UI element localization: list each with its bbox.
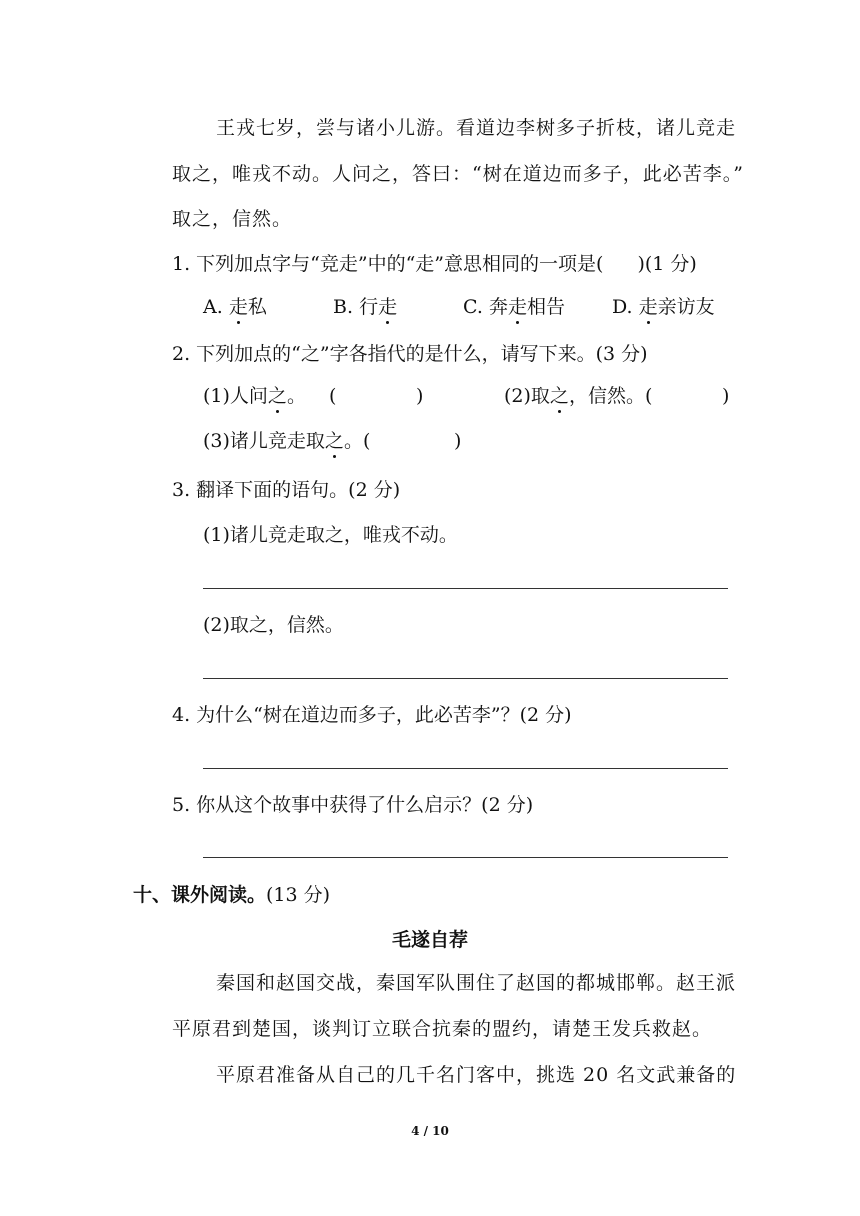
- option-a-label: A.: [203, 296, 223, 318]
- question-2-item-2-answer-blank[interactable]: [647, 383, 719, 409]
- option-d-dotted-char: 走: [638, 296, 658, 318]
- question-2-item-3: [203, 428, 370, 454]
- item-3-post: 。(: [343, 430, 371, 452]
- question-2-item-2: [504, 383, 652, 409]
- passage-line-2: 取之，唯戎不动。人问之，答曰：“树在道边而多子，此必苦李。”: [172, 163, 744, 185]
- item-1-post: 。: [286, 385, 306, 407]
- passage-line-3: 取之，信然。: [172, 208, 293, 230]
- question-1-option-b[interactable]: [333, 294, 397, 320]
- question-1-option-d[interactable]: [612, 294, 715, 320]
- reading-para-1-line-2: 平原君到楚国，谈判订立联合抗秦的盟约，请楚王发兵救赵。: [172, 1018, 713, 1040]
- option-c-label: C.: [463, 296, 483, 318]
- option-b-label: B.: [333, 296, 354, 318]
- option-a-rest: 私: [247, 296, 267, 318]
- question-2-item-1: [203, 383, 306, 409]
- item-2-pre: (2)取: [504, 385, 550, 407]
- question-2-stem: 2. 下列加点的“之”字各指代的是什么，请写下来。(3 分): [172, 343, 648, 365]
- question-5-stem: 5. 你从这个故事中获得了什么启示？(2 分): [172, 794, 534, 816]
- passage-line-1: 王戎七岁，尝与诸小儿游。看道边李树多子折枝，诸儿竞走: [216, 117, 737, 139]
- reading-title: 毛遂自荐: [391, 929, 468, 951]
- question-4-stem: 4. 为什么“树在道边而多子，此必苦李”？(2 分): [172, 704, 572, 726]
- option-a-dotted-char: 走: [228, 296, 248, 318]
- reading-para-2-line-1: 平原君准备从自己的几千名门客中，挑选 20 名文武兼备的: [216, 1064, 737, 1086]
- question-1-stem-post: )(1 分): [637, 253, 697, 275]
- question-1-stem-pre: 1. 下列加点字与“竞走”中的“走”意思相同的一项是(: [172, 253, 604, 275]
- item-3-dotted-char: 之: [324, 430, 344, 452]
- question-2-item-2-paren-close: ): [722, 385, 730, 407]
- item-2-dotted-char: 之: [549, 385, 569, 407]
- item-1-dotted-char: 之: [267, 385, 287, 407]
- reading-para-1-line-1: 秦国和赵国交战，秦国军队围住了赵国的都城邯郸。赵王派: [216, 972, 737, 994]
- item-3-pre: (3)诸儿竞走取: [203, 430, 325, 452]
- question-3-sub-1-answer-line[interactable]: [203, 588, 728, 589]
- question-3-sub-1: (1)诸儿竞走取之，唯戎不动。: [203, 524, 458, 546]
- question-2-item-1-paren-close: ): [416, 385, 424, 407]
- option-d-rest: 亲访友: [657, 296, 715, 318]
- question-2-item-3-paren-close: ): [454, 430, 462, 452]
- option-c-dotted-char: 走: [507, 296, 527, 318]
- question-5-answer-line[interactable]: [203, 857, 728, 858]
- option-c-rest: 相告: [526, 296, 565, 318]
- question-1-stem: [172, 251, 697, 277]
- option-d-label: D.: [612, 296, 633, 318]
- option-b-dotted-char: 走: [378, 296, 398, 318]
- question-1-option-a[interactable]: [203, 294, 267, 320]
- question-3-stem: 3. 翻译下面的语句。(2 分): [172, 479, 401, 501]
- question-1-option-c[interactable]: [463, 294, 565, 320]
- option-b-pre: 行: [359, 296, 379, 318]
- section-10-heading: [133, 882, 330, 908]
- question-4-answer-line[interactable]: [203, 768, 728, 769]
- item-2-post: ，信然。(: [568, 385, 653, 407]
- question-3-sub-2: (2)取之，信然。: [203, 614, 344, 636]
- question-2-item-1-paren-open: (: [329, 385, 337, 407]
- page-number: 4 / 10: [411, 1124, 449, 1138]
- item-1-pre: (1)人问: [203, 385, 268, 407]
- question-2-item-3-answer-blank[interactable]: [380, 428, 452, 454]
- section-10-score: (13 分): [266, 884, 331, 906]
- section-10-title: 十、课外阅读。: [133, 884, 267, 906]
- question-3-sub-2-answer-line[interactable]: [203, 678, 728, 679]
- option-c-pre: 奔: [488, 296, 508, 318]
- question-2-item-1-answer-blank[interactable]: [340, 383, 415, 409]
